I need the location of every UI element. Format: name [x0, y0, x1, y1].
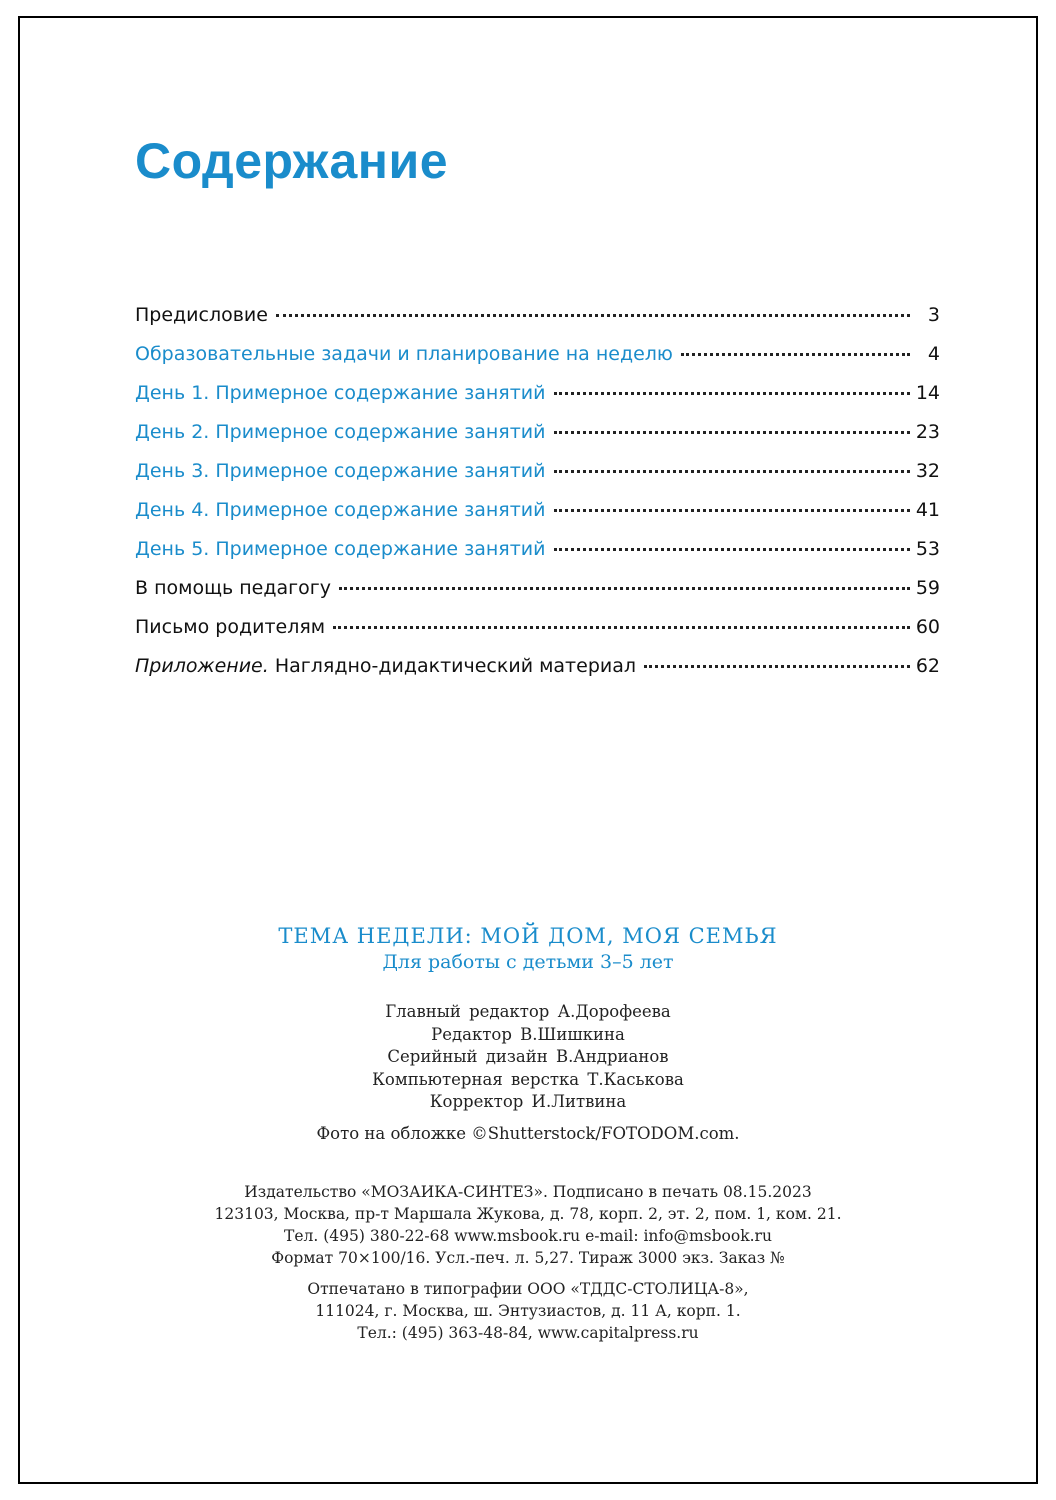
toc-entry-text: День 2. Примерное содержание занятий — [135, 421, 546, 443]
publisher-line: Формат 70×100/16. Усл.-печ. л. 5,27. Тираж 3000 экз. Заказ № — [271, 1249, 785, 1267]
credit-line: Серийный дизайн В.Андрианов — [387, 1047, 669, 1066]
age-range: Для работы с детьми 3–5 лет — [382, 951, 674, 973]
toc-entry-label — [135, 538, 546, 560]
toc-entry-page: 41 — [915, 499, 940, 521]
printer-line: Отпечатано в типографии ООО «ТДДС-СТОЛИЦА-8», — [307, 1280, 749, 1298]
toc-entry-label — [135, 343, 673, 365]
toc-entry[interactable] — [135, 382, 940, 421]
toc-entry[interactable] — [135, 577, 940, 616]
toc-entry-label — [135, 421, 546, 443]
toc-entry-text: День 5. Примерное содержание занятий — [135, 538, 546, 560]
publisher-line: Тел. (495) 380-22-68 www.msbook.ru e-mail: info@msbook.ru — [284, 1227, 772, 1245]
toc-entry-italic-prefix: Приложение. — [135, 655, 269, 677]
publisher-line: 123103, Москва, пр-т Маршала Жукова, д. 78, корп. 2, эт. 2, пом. 1, ком. 21. — [214, 1205, 842, 1223]
printer-info — [18, 1278, 1038, 1344]
toc-entry[interactable] — [135, 304, 940, 343]
credit-line: Редактор В.Шишкина — [431, 1024, 625, 1044]
page-title: Содержание — [135, 133, 449, 189]
dot-leader — [276, 312, 910, 317]
toc-entry[interactable] — [135, 499, 940, 538]
credits — [18, 1001, 1038, 1114]
toc-entry-page: 32 — [915, 460, 940, 482]
toc-entry-page: 3 — [927, 304, 940, 326]
week-theme: ТЕМА НЕДЕЛИ: МОЙ ДОМ, МОЯ СЕМЬЯ — [278, 924, 778, 948]
toc-entry-label — [135, 577, 331, 599]
toc-entry-text: В помощь педагогу — [135, 577, 331, 599]
dot-leader — [681, 351, 910, 356]
toc-entry-text: День 4. Примерное содержание занятий — [135, 499, 546, 521]
toc-entry[interactable] — [135, 343, 940, 382]
credit-line: Корректор И.Литвина — [429, 1092, 627, 1111]
dot-leader — [554, 468, 910, 473]
toc-entry-label — [135, 616, 325, 638]
toc-entry[interactable] — [135, 616, 940, 655]
dot-leader — [554, 390, 910, 395]
dot-leader — [333, 624, 910, 629]
toc-entry[interactable] — [135, 421, 940, 460]
toc-entry[interactable] — [135, 655, 940, 694]
toc-entry-page: 14 — [915, 382, 940, 404]
dot-leader — [554, 429, 910, 434]
toc-entry-label — [135, 655, 636, 677]
toc-entry-page: 53 — [915, 538, 940, 560]
credit-line: Главный редактор А.Дорофеева — [385, 1002, 671, 1021]
toc-entry[interactable] — [135, 538, 940, 577]
table-of-contents — [135, 304, 940, 694]
photo-credit: Фото на обложке ©Shutterstock/FOTODOM.com. — [316, 1124, 740, 1143]
toc-entry-page: 4 — [927, 343, 940, 365]
toc-entry-text: Письмо родителям — [135, 616, 326, 638]
dot-leader — [339, 585, 910, 590]
dot-leader — [644, 663, 910, 668]
toc-entry-text: Наглядно-дидактический материал — [274, 655, 637, 677]
toc-entry-text: Образовательные задачи и планирование на неделю — [135, 343, 673, 365]
toc-entry-label — [135, 460, 546, 482]
toc-entry-page: 60 — [915, 616, 940, 638]
credit-line: Компьютерная верстка Т.Каськова — [372, 1069, 684, 1089]
printer-line: Тел.: (495) 363-48-84, www.capitalpress.ru — [357, 1324, 699, 1342]
toc-entry-label — [135, 499, 546, 521]
toc-entry-page: 23 — [915, 421, 940, 443]
publisher-info — [18, 1181, 1038, 1269]
toc-entry-label — [135, 382, 546, 404]
toc-entry-text: Предисловие — [135, 304, 268, 326]
printer-line: 111024, г. Москва, ш. Энтузиастов, д. 11 А, корп. 1. — [315, 1302, 741, 1320]
toc-entry-page: 62 — [915, 655, 940, 677]
publisher-line: Издательство «МОЗАИКА-СИНТЕЗ». Подписано в печать 08.15.2023 — [244, 1183, 812, 1201]
toc-entry-text: День 1. Примерное содержание занятий — [135, 382, 546, 404]
toc-entry-label — [135, 304, 268, 326]
toc-entry-page: 59 — [915, 577, 940, 599]
toc-entry[interactable] — [135, 460, 940, 499]
toc-entry-text: День 3. Примерное содержание занятий — [135, 460, 546, 482]
dot-leader — [554, 507, 910, 512]
dot-leader — [554, 546, 910, 551]
